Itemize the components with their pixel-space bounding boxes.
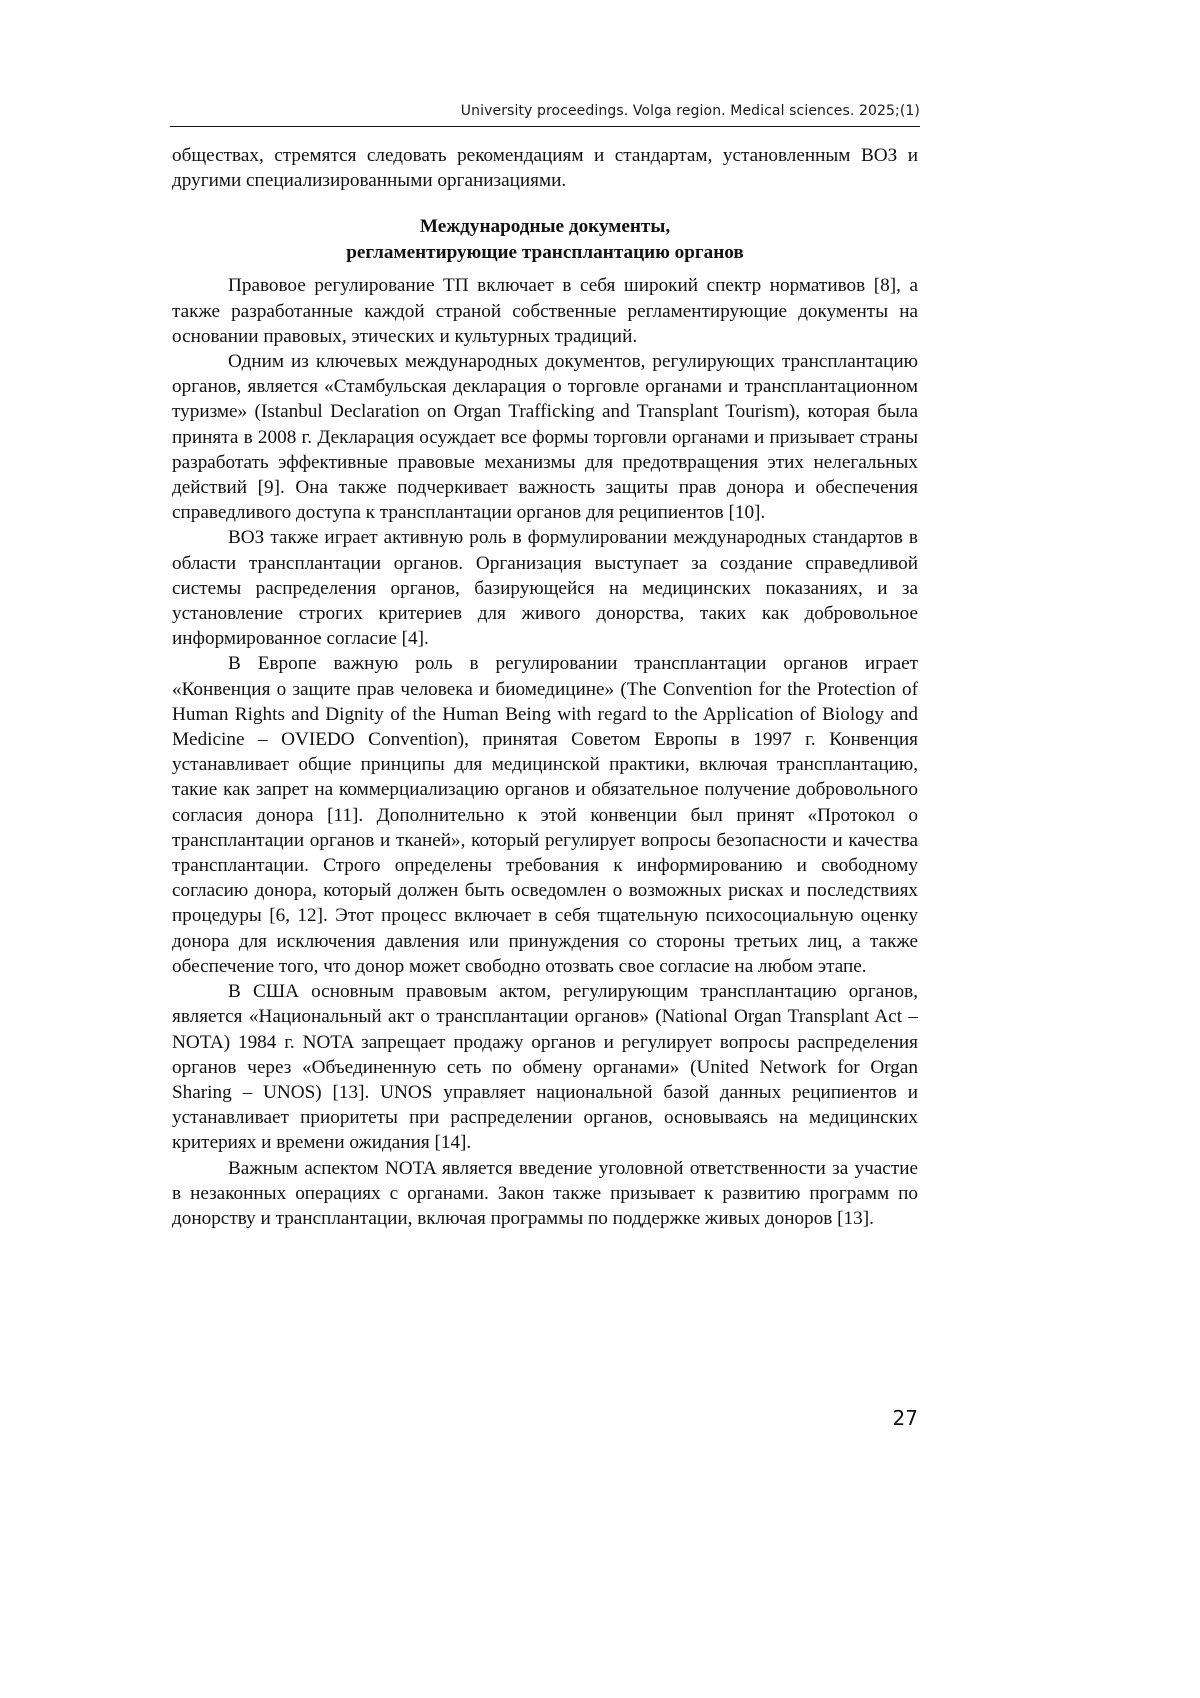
paragraph-nota-usa: В США основным правовым актом, регулирующим трансплантацию органов, является «Национальный акт о трансплантации органов» (National Organ Transplant Act – NOTA) 1984 г. NOTA запрещает продажу органов и регулирует вопросы распределения органов через «Объединенную сеть по обмену органами» (United Network for Organ Sharing – UNOS) [13]. UNOS управляет национальной базой данных реципиентов и устанавливает приоритеты при распределении органов, основываясь на медицинских критериях и времени ожидания [14]. [172,981,918,1154]
page-number: 27 [892,1406,918,1430]
article-body [172,143,918,1231]
header-rule [170,126,920,127]
intro-paragraph: обществах, стремятся следовать рекомендациям и стандартам, установленным ВОЗ и другими специализированными организациями. [172,145,918,192]
paragraph-oviedo-convention: В Европе важную роль в регулировании трансплантации органов играет «Конвенция о защите прав человека и биомедицине» (The Convention for the Protection of Human Rights and Dignity of the Human Being with regard to the Application of Biology and Medicine – OVIEDO Convention), принятая Советом Европы в 1997 г. Конвенция устанавливает общие принципы для медицинской практики, включая трансплантацию, такие как запрет на коммерциализацию органов и обязательное получение добровольного согласия донора [11]. Дополнительно к этой конвенции был принят «Протокол о трансплантации органов и тканей», который регулирует вопросы безопасности и качества трансплантации. Строго определены требования к информированию и свободному согласию донора, который должен быть осведомлен о возможных рисках и последствиях процедуры [6, 12]. Этот процесс включает в себя тщательную психосоциальную оценку донора для исключения давления или принуждения со стороны третьих лиц, а также обеспечение того, что донор может свободно отозвать свое согласие на любом этапе. [172,653,918,977]
paragraph-nota-liability: Важным аспектом NOTA является введение уголовной ответственности за участие в незаконных операциях с органами. Закон также призывает к развитию программ по донорству и трансплантации, включая программы по поддержке живых доноров [13]. [172,1157,918,1229]
paragraph-istanbul-declaration: Одним из ключевых международных документов, регулирующих трансплантацию органов, является «Стамбульская декларация о торговле органами и трансплантационном туризме» (Istanbul Declaration on Organ Trafficking and Transplant Tourism), которая была принята в 2008 г. Декларация осуждает все формы торговли органами и призывает страны разработать эффективные правовые механизмы для предотвращения этих нелегальных действий [9]. Она также подчеркивает важность защиты прав донора и обеспечения справедливого доступа к трансплантации органов для реципиентов [10]. [172,351,918,524]
section-heading-line-1: Международные документы, [419,216,671,238]
running-header: University proceedings. Volga region. Medical sciences. 2025;(1) [460,103,920,119]
paragraph-who-role: ВОЗ также играет активную роль в формулировании международных стандартов в области трансплантации органов. Организация выступает за создание справедливой системы распределения органов, базирующейся на медицинских показаниях, и за установление строгих критериев для живого донорства, таких как добровольное информированное согласие [4]. [172,527,918,650]
section-heading-line-2: регламентирующие трансплантацию органов [346,242,744,264]
section-heading [172,214,918,266]
paragraph-legal-regulation: Правовое регулирование ТП включает в себя широкий спектр нормативов [8], а также разработанные каждой страной собственные регламентирующие документы на основании правовых, этических и культурных традиций. [172,275,918,347]
